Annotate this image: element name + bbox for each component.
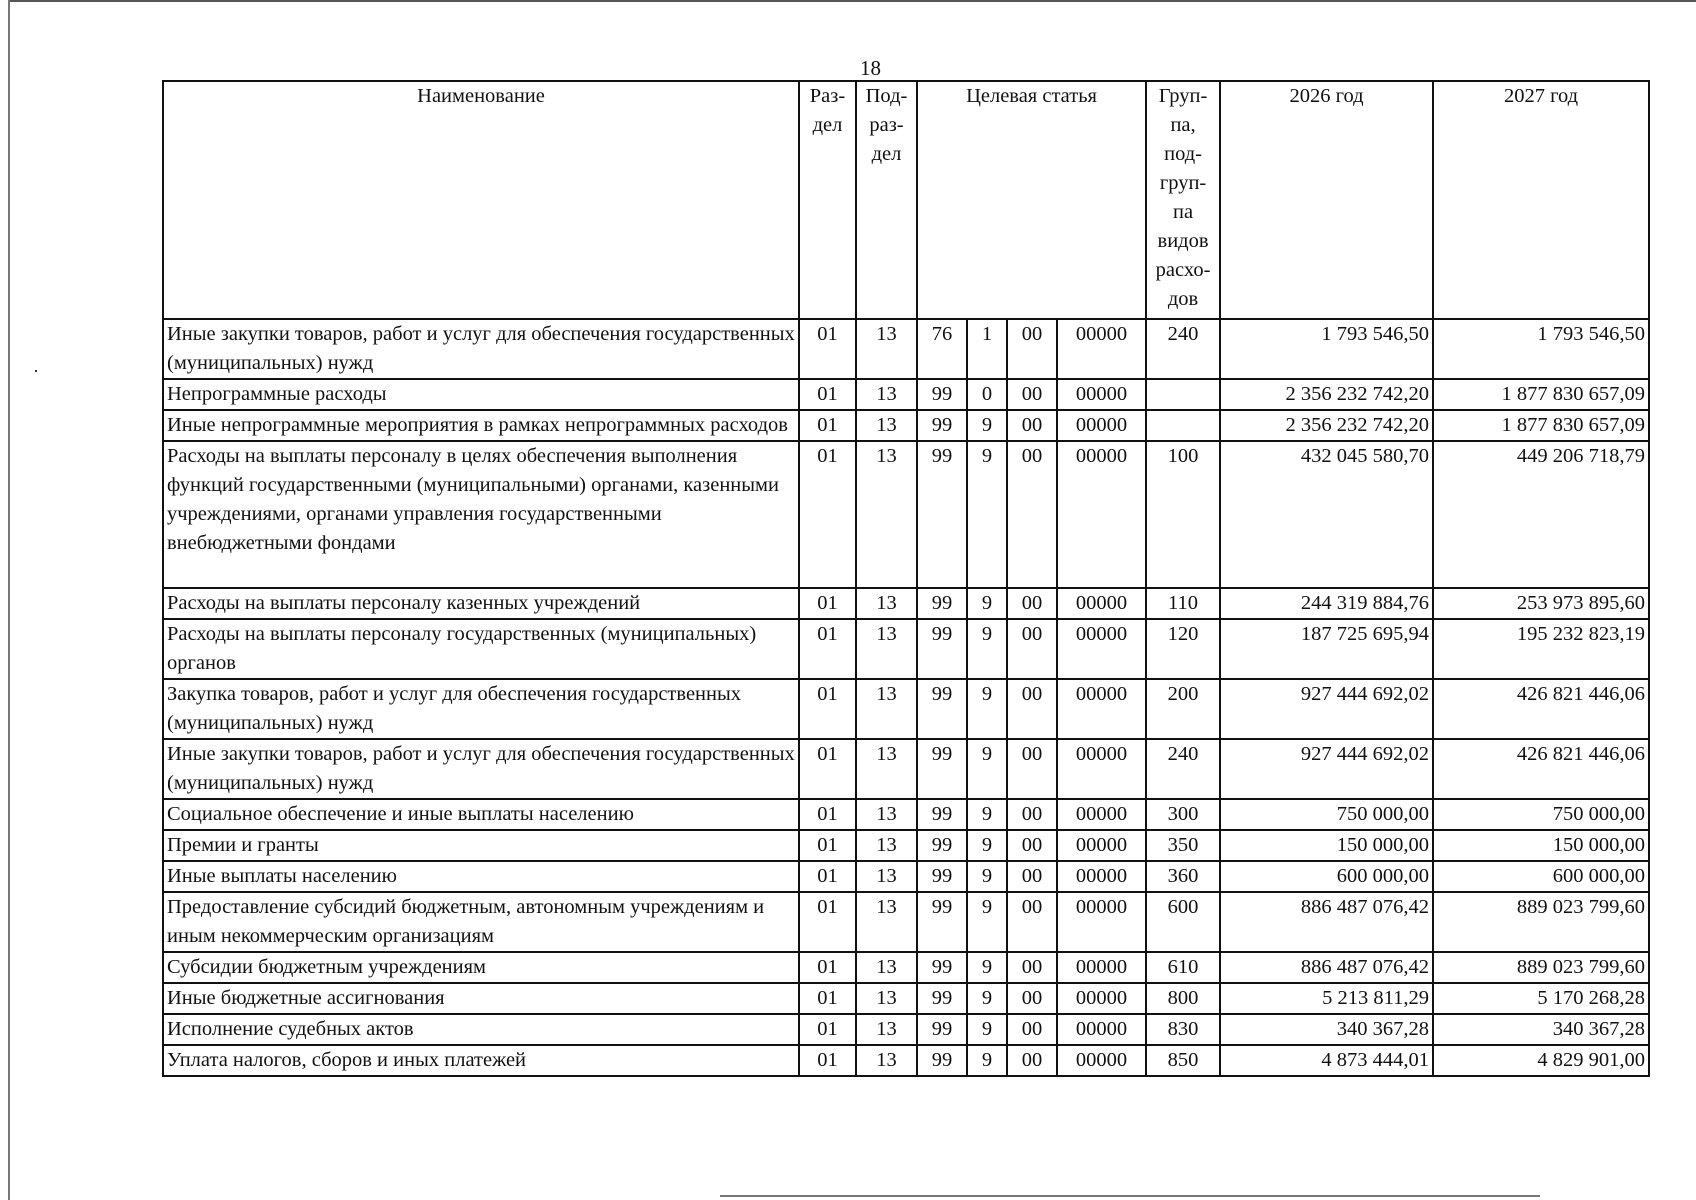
cell-target-direction: 00	[1007, 861, 1057, 892]
cell-target-subprogram: 9	[967, 1045, 1007, 1076]
cell-target-direction: 00	[1007, 319, 1057, 379]
cell-target-program: 99	[917, 739, 967, 799]
cell-target-subprogram: 0	[967, 379, 1007, 410]
cell-amount-2027: 889 023 799,60	[1433, 892, 1649, 952]
header-razdel: Раз- дел	[799, 81, 856, 319]
cell-target-code: 00000	[1057, 410, 1146, 441]
cell-target-direction: 00	[1007, 983, 1057, 1014]
cell-podrazdel: 13	[856, 441, 917, 588]
cell-target-direction: 00	[1007, 1014, 1057, 1045]
cell-razdel: 01	[799, 379, 856, 410]
cell-podrazdel: 13	[856, 319, 917, 379]
cell-amount-2027: 4 829 901,00	[1433, 1045, 1649, 1076]
cell-podrazdel: 13	[856, 1014, 917, 1045]
cell-target-program: 76	[917, 319, 967, 379]
table-row	[163, 441, 1649, 588]
cell-amount-2026: 927 444 692,02	[1220, 739, 1433, 799]
table-row	[163, 319, 1649, 379]
cell-name: Исполнение судебных актов	[163, 1014, 799, 1045]
cell-podrazdel: 13	[856, 952, 917, 983]
cell-expense-group	[1146, 410, 1220, 441]
cell-target-direction: 00	[1007, 619, 1057, 679]
cell-target-subprogram: 9	[967, 619, 1007, 679]
cell-amount-2026: 340 367,28	[1220, 1014, 1433, 1045]
cell-razdel: 01	[799, 983, 856, 1014]
cell-target-code: 00000	[1057, 983, 1146, 1014]
cell-razdel: 01	[799, 588, 856, 619]
cell-expense-group: 850	[1146, 1045, 1220, 1076]
cell-target-subprogram: 9	[967, 830, 1007, 861]
header-name: Наименование	[163, 81, 799, 319]
cell-name: Уплата налогов, сборов и иных платежей	[163, 1045, 799, 1076]
cell-target-code: 00000	[1057, 892, 1146, 952]
cell-target-subprogram: 9	[967, 1014, 1007, 1045]
cell-target-program: 99	[917, 679, 967, 739]
cell-amount-2027: 253 973 895,60	[1433, 588, 1649, 619]
cell-amount-2027: 600 000,00	[1433, 861, 1649, 892]
cell-amount-2027: 449 206 718,79	[1433, 441, 1649, 588]
cell-name: Иные закупки товаров, работ и услуг для обеспечения государственных (муниципальных) нужд	[163, 319, 799, 379]
cell-expense-group: 600	[1146, 892, 1220, 952]
cell-amount-2026: 2 356 232 742,20	[1220, 379, 1433, 410]
cell-target-code: 00000	[1057, 799, 1146, 830]
cell-expense-group: 240	[1146, 319, 1220, 379]
cell-target-subprogram: 9	[967, 861, 1007, 892]
scan-border-top	[8, 0, 1696, 2]
budget-table	[162, 80, 1650, 1077]
cell-name: Закупка товаров, работ и услуг для обеспечения государственных (муниципальных) нужд	[163, 679, 799, 739]
table-row	[163, 588, 1649, 619]
cell-target-program: 99	[917, 588, 967, 619]
cell-razdel: 01	[799, 830, 856, 861]
cell-target-code: 00000	[1057, 588, 1146, 619]
cell-target-program: 99	[917, 1014, 967, 1045]
table-row	[163, 830, 1649, 861]
cell-amount-2027: 426 821 446,06	[1433, 739, 1649, 799]
cell-expense-group: 100	[1146, 441, 1220, 588]
page-number: 18	[860, 56, 881, 80]
cell-target-subprogram: 9	[967, 799, 1007, 830]
cell-expense-group: 240	[1146, 739, 1220, 799]
cell-target-program: 99	[917, 410, 967, 441]
cell-target-code: 00000	[1057, 441, 1146, 588]
cell-amount-2027: 150 000,00	[1433, 830, 1649, 861]
cell-razdel: 01	[799, 861, 856, 892]
cell-amount-2027: 340 367,28	[1433, 1014, 1649, 1045]
cell-amount-2027: 5 170 268,28	[1433, 983, 1649, 1014]
cell-target-program: 99	[917, 379, 967, 410]
cell-target-code: 00000	[1057, 319, 1146, 379]
cell-target-program: 99	[917, 441, 967, 588]
scan-border-bottom	[720, 1195, 1540, 1197]
scan-border-left	[8, 0, 10, 1200]
cell-target-code: 00000	[1057, 1014, 1146, 1045]
table-row	[163, 983, 1649, 1014]
cell-target-program: 99	[917, 952, 967, 983]
cell-name: Расходы на выплаты персоналу государственных (муниципальных) органов	[163, 619, 799, 679]
cell-razdel: 01	[799, 1045, 856, 1076]
cell-target-code: 00000	[1057, 952, 1146, 983]
cell-target-code: 00000	[1057, 861, 1146, 892]
table-row	[163, 619, 1649, 679]
cell-target-code: 00000	[1057, 619, 1146, 679]
cell-amount-2026: 927 444 692,02	[1220, 679, 1433, 739]
cell-amount-2027: 1 793 546,50	[1433, 319, 1649, 379]
cell-target-subprogram: 9	[967, 441, 1007, 588]
cell-amount-2027: 750 000,00	[1433, 799, 1649, 830]
cell-target-program: 99	[917, 1045, 967, 1076]
cell-expense-group: 360	[1146, 861, 1220, 892]
cell-amount-2027: 889 023 799,60	[1433, 952, 1649, 983]
cell-target-direction: 00	[1007, 892, 1057, 952]
cell-podrazdel: 13	[856, 799, 917, 830]
table-row	[163, 410, 1649, 441]
cell-amount-2026: 600 000,00	[1220, 861, 1433, 892]
cell-name: Иные бюджетные ассигнования	[163, 983, 799, 1014]
cell-target-program: 99	[917, 983, 967, 1014]
cell-razdel: 01	[799, 1014, 856, 1045]
cell-razdel: 01	[799, 410, 856, 441]
cell-name: Расходы на выплаты персоналу в целях обеспечения выполнения функций государственными (муниципальными) органами, казенными учреждениями, органами управления государственными внебюджетными фондами	[163, 441, 799, 588]
cell-razdel: 01	[799, 799, 856, 830]
cell-expense-group	[1146, 379, 1220, 410]
cell-target-program: 99	[917, 799, 967, 830]
cell-target-direction: 00	[1007, 830, 1057, 861]
cell-target-code: 00000	[1057, 739, 1146, 799]
cell-name: Иные закупки товаров, работ и услуг для обеспечения государственных (муниципальных) нужд	[163, 739, 799, 799]
cell-target-direction: 00	[1007, 588, 1057, 619]
cell-target-subprogram: 9	[967, 679, 1007, 739]
cell-expense-group: 830	[1146, 1014, 1220, 1045]
table-row	[163, 861, 1649, 892]
cell-target-program: 99	[917, 619, 967, 679]
cell-razdel: 01	[799, 319, 856, 379]
cell-expense-group: 350	[1146, 830, 1220, 861]
cell-amount-2027: 195 232 823,19	[1433, 619, 1649, 679]
cell-target-subprogram: 9	[967, 739, 1007, 799]
cell-expense-group: 610	[1146, 952, 1220, 983]
cell-target-program: 99	[917, 861, 967, 892]
table-row	[163, 379, 1649, 410]
scan-speck	[35, 370, 37, 372]
header-2026: 2026 год	[1220, 81, 1433, 319]
cell-expense-group: 800	[1146, 983, 1220, 1014]
table-row	[163, 679, 1649, 739]
cell-name: Премии и гранты	[163, 830, 799, 861]
cell-razdel: 01	[799, 892, 856, 952]
header-target-article: Целевая статья	[917, 81, 1146, 319]
cell-podrazdel: 13	[856, 892, 917, 952]
cell-razdel: 01	[799, 952, 856, 983]
cell-target-subprogram: 9	[967, 983, 1007, 1014]
cell-amount-2026: 187 725 695,94	[1220, 619, 1433, 679]
cell-podrazdel: 13	[856, 739, 917, 799]
cell-amount-2027: 426 821 446,06	[1433, 679, 1649, 739]
cell-name: Непрограммные расходы	[163, 379, 799, 410]
cell-podrazdel: 13	[856, 379, 917, 410]
cell-name: Иные непрограммные мероприятия в рамках непрограммных расходов	[163, 410, 799, 441]
header-podrazdel: Под- раз- дел	[856, 81, 917, 319]
cell-expense-group: 110	[1146, 588, 1220, 619]
cell-razdel: 01	[799, 739, 856, 799]
cell-target-subprogram: 9	[967, 410, 1007, 441]
cell-razdel: 01	[799, 441, 856, 588]
cell-target-code: 00000	[1057, 379, 1146, 410]
cell-target-code: 00000	[1057, 830, 1146, 861]
cell-target-direction: 00	[1007, 952, 1057, 983]
cell-target-code: 00000	[1057, 1045, 1146, 1076]
cell-razdel: 01	[799, 679, 856, 739]
cell-amount-2026: 4 873 444,01	[1220, 1045, 1433, 1076]
table-row	[163, 739, 1649, 799]
cell-name: Расходы на выплаты персоналу казенных учреждений	[163, 588, 799, 619]
cell-name: Предоставление субсидий бюджетным, автономным учреждениям и иным некоммерческим организациям	[163, 892, 799, 952]
cell-amount-2026: 5 213 811,29	[1220, 983, 1433, 1014]
cell-amount-2026: 1 793 546,50	[1220, 319, 1433, 379]
cell-amount-2026: 886 487 076,42	[1220, 952, 1433, 983]
table-row	[163, 952, 1649, 983]
cell-podrazdel: 13	[856, 830, 917, 861]
cell-target-direction: 00	[1007, 441, 1057, 588]
cell-target-direction: 00	[1007, 799, 1057, 830]
cell-podrazdel: 13	[856, 410, 917, 441]
cell-amount-2026: 244 319 884,76	[1220, 588, 1433, 619]
cell-podrazdel: 13	[856, 619, 917, 679]
cell-amount-2026: 750 000,00	[1220, 799, 1433, 830]
cell-target-direction: 00	[1007, 679, 1057, 739]
cell-amount-2026: 886 487 076,42	[1220, 892, 1433, 952]
cell-target-subprogram: 9	[967, 952, 1007, 983]
cell-amount-2027: 1 877 830 657,09	[1433, 410, 1649, 441]
cell-expense-group: 300	[1146, 799, 1220, 830]
cell-podrazdel: 13	[856, 983, 917, 1014]
cell-target-direction: 00	[1007, 1045, 1057, 1076]
cell-target-code: 00000	[1057, 679, 1146, 739]
cell-amount-2026: 2 356 232 742,20	[1220, 410, 1433, 441]
cell-target-subprogram: 1	[967, 319, 1007, 379]
cell-podrazdel: 13	[856, 588, 917, 619]
cell-target-program: 99	[917, 830, 967, 861]
cell-expense-group: 120	[1146, 619, 1220, 679]
cell-podrazdel: 13	[856, 679, 917, 739]
header-expense-group: Груп- па, под- груп- па видов расхо- дов	[1146, 81, 1220, 319]
cell-target-subprogram: 9	[967, 892, 1007, 952]
cell-target-subprogram: 9	[967, 588, 1007, 619]
table-header-row	[163, 81, 1649, 319]
cell-name: Иные выплаты населению	[163, 861, 799, 892]
table-row	[163, 1045, 1649, 1076]
cell-target-direction: 00	[1007, 739, 1057, 799]
table-row	[163, 1014, 1649, 1045]
cell-razdel: 01	[799, 619, 856, 679]
cell-target-program: 99	[917, 892, 967, 952]
cell-name: Субсидии бюджетным учреждениям	[163, 952, 799, 983]
cell-target-direction: 00	[1007, 410, 1057, 441]
cell-amount-2027: 1 877 830 657,09	[1433, 379, 1649, 410]
table-body	[163, 319, 1649, 1076]
cell-podrazdel: 13	[856, 861, 917, 892]
cell-expense-group: 200	[1146, 679, 1220, 739]
header-2027: 2027 год	[1433, 81, 1649, 319]
table-row	[163, 799, 1649, 830]
cell-target-direction: 00	[1007, 379, 1057, 410]
cell-amount-2026: 432 045 580,70	[1220, 441, 1433, 588]
cell-podrazdel: 13	[856, 1045, 917, 1076]
table-row	[163, 892, 1649, 952]
cell-amount-2026: 150 000,00	[1220, 830, 1433, 861]
cell-name: Социальное обеспечение и иные выплаты населению	[163, 799, 799, 830]
